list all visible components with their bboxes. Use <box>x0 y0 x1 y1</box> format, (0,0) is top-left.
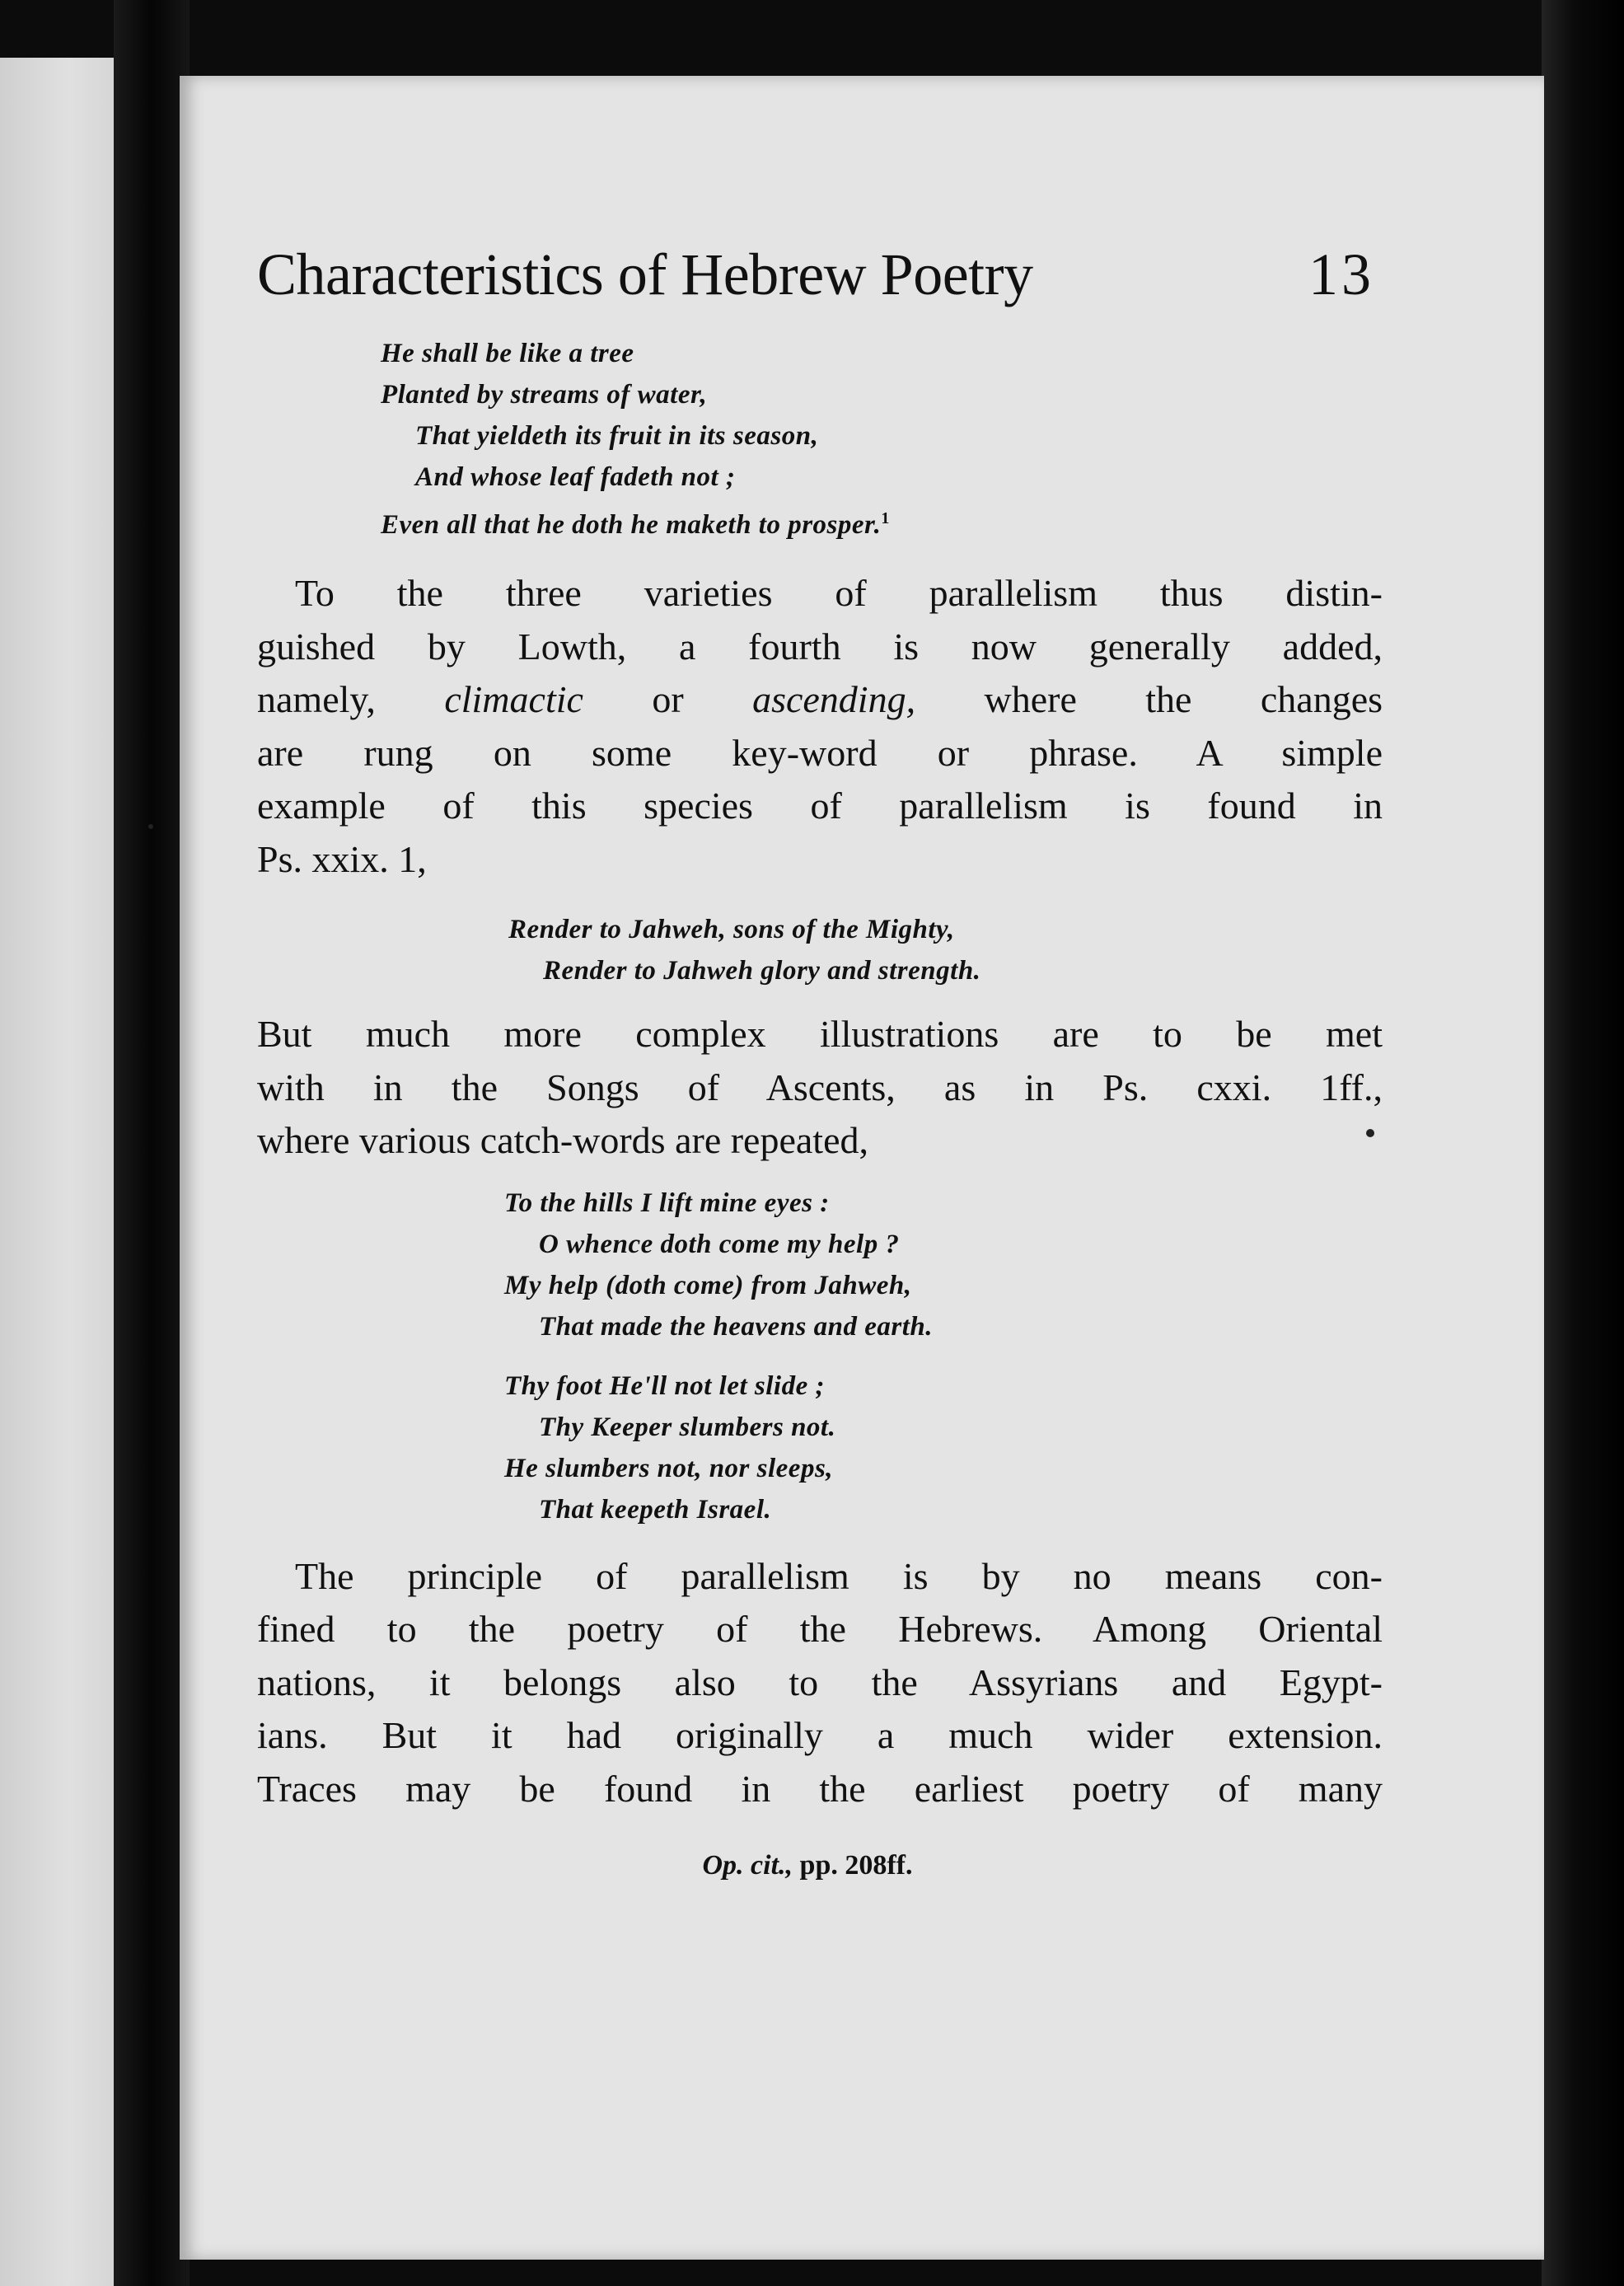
verse-line: He slumbers not, nor sleeps, <box>504 1453 834 1483</box>
running-title: Characteristics of Hebrew Poetry <box>257 241 1033 307</box>
adjacent-page-edge <box>0 58 114 2286</box>
paragraph-2 <box>257 1008 1383 1168</box>
verse-line: That keepeth Israel. <box>539 1494 772 1525</box>
verse-line: Render to Jahweh glory and strength. <box>543 956 981 986</box>
paragraph-1 <box>257 567 1383 886</box>
verse-line <box>381 498 1383 546</box>
page-number: 13 <box>1308 241 1374 307</box>
verse-line: Thy foot He'll not let slide ; <box>504 1370 825 1401</box>
footnote-marker: 1 <box>881 509 890 528</box>
paragraph-line: example of this species of parallelism is found in <box>257 785 1383 827</box>
paragraph-line: The principle of parallelism is by no means con- <box>295 1554 1383 1597</box>
paragraph-line: To the three varieties of parallelism thus distin- <box>295 572 1383 615</box>
paragraph-text: or <box>652 678 684 721</box>
scan-shadow-right <box>1542 0 1624 2286</box>
verse-line: That made the heavens and earth. <box>539 1311 934 1342</box>
verse-line: That yieldeth its fruit in its season, <box>415 421 819 452</box>
verse-line: My help (doth come) from Jahweh, <box>504 1270 912 1300</box>
paragraph-line: with in the Songs of Ascents, as in Ps. cxxi. 1ff., <box>257 1066 1383 1108</box>
paragraph-line: But much more complex illustrations are to be met <box>257 1013 1383 1056</box>
paragraph-line: nations, it belongs also to the Assyrians and Egypt- <box>257 1661 1383 1703</box>
verse-line: And whose leaf fadeth not ; <box>415 462 736 493</box>
paragraph-text: namely, <box>257 678 376 721</box>
verse-quote-psalm-121-b <box>504 1366 1383 1530</box>
page-text <box>257 239 1383 1881</box>
paragraph-line: guished by Lowth, a fourth is now generally added, <box>257 625 1383 668</box>
paragraph-line: Traces may be found in the earliest poetry of many <box>257 1767 1383 1810</box>
running-header <box>257 239 1383 310</box>
verse-quote-psalm-1 <box>381 333 1383 546</box>
footnote <box>257 1850 1383 1881</box>
scan-speck <box>148 824 153 829</box>
paragraph-line <box>257 673 1383 727</box>
verse-line-text: Even all that he doth he maketh to prosper. <box>381 510 882 541</box>
paragraph-line: ians. But it had originally a much wider extension. <box>257 1714 1383 1757</box>
verse-line: Thy Keeper slumbers not. <box>539 1412 836 1442</box>
book-page <box>180 76 1544 2260</box>
verse-line: Planted by streams of water, <box>381 380 708 410</box>
italic-term: climactic <box>444 678 583 721</box>
footnote-citation: Op. cit., <box>702 1850 793 1881</box>
paragraph-line: are rung on some key-word or phrase. A simple <box>257 731 1383 774</box>
book-gutter <box>114 0 190 2286</box>
paragraph-line: where various catch-words are repeated, <box>257 1119 868 1162</box>
verse-line: To the hills I lift mine eyes : <box>504 1188 830 1218</box>
footnote-pages: pp. 208ff. <box>799 1850 913 1881</box>
paragraph-line: Ps. xxix. 1, <box>257 837 427 880</box>
paragraph-line: fined to the poetry of the Hebrews. Among Oriental <box>257 1608 1383 1651</box>
verse-quote-psalm-121-a <box>504 1183 1383 1347</box>
scan-speck <box>1366 1129 1374 1137</box>
paragraph-3 <box>257 1550 1383 1816</box>
verse-quote-psalm-29 <box>508 909 1383 991</box>
italic-term: ascending, <box>752 678 916 721</box>
verse-line: O whence doth come my help ? <box>539 1229 900 1259</box>
paragraph-text: where the changes <box>984 678 1383 721</box>
verse-line: Render to Jahweh, sons of the Mighty, <box>508 915 955 945</box>
verse-line: He shall be like a tree <box>381 339 634 369</box>
